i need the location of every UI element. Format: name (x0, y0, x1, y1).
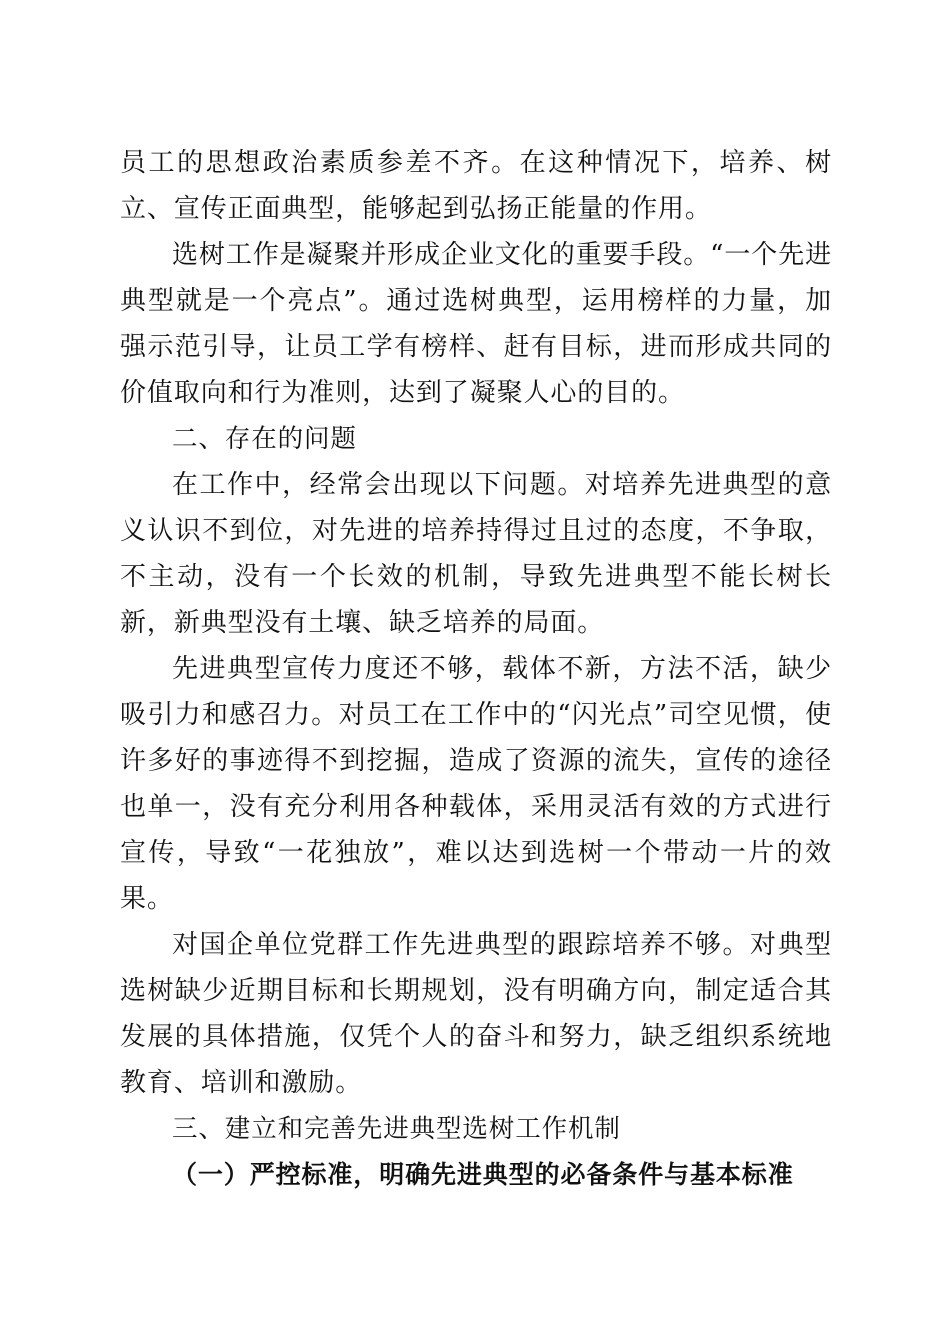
paragraph: 先进典型宣传力度还不够，载体不新，方法不活，缺少吸引力和感召力。对员工在工作中的“闪光点”司空见惯，使许多好的事迹得不到挖掘，造成了资源的流失，宣传的途径也单一，没有充分利用各种载体，采用灵活有效的方式进行宣传，导致“一花独放”，难以达到选树一个带动一片的效果。 (120, 654, 832, 914)
section-heading-problems: 二、存在的问题 (172, 424, 357, 454)
subsection-heading-standards: （一）严控标准，明确先进典型的必备条件与基本标准 (172, 1160, 794, 1189)
section-heading-mechanism: 三、建立和完善先进典型选树工作机制 (172, 1114, 621, 1144)
paragraph: 对国企单位党群工作先进典型的跟踪培养不够。对典型选树缺少近期目标和长期规划，没有明确方向，制定适合其发展的具体措施，仅凭个人的奋斗和努力，缺乏组织系统地教育、培训和激励。 (120, 930, 832, 1098)
paragraph-continuation: 员工的思想政治素质参差不齐。在这种情况下，培养、树立、宣传正面典型，能够起到弘扬正能量的作用。 (120, 148, 832, 224)
document-body (120, 140, 832, 1198)
paragraph: 选树工作是凝聚并形成企业文化的重要手段。“一个先进典型就是一个亮点”。通过选树典型，运用榜样的力量，加强示范引导，让员工学有榜样、赶有目标，进而形成共同的价值取向和行为准则，达到了凝聚人心的目的。 (120, 240, 832, 408)
paragraph: 在工作中，经常会出现以下问题。对培养先进典型的意义认识不到位，对先进的培养持得过且过的态度，不争取，不主动，没有一个长效的机制，导致先进典型不能长树长新，新典型没有土壤、缺乏培养的局面。 (120, 470, 832, 638)
